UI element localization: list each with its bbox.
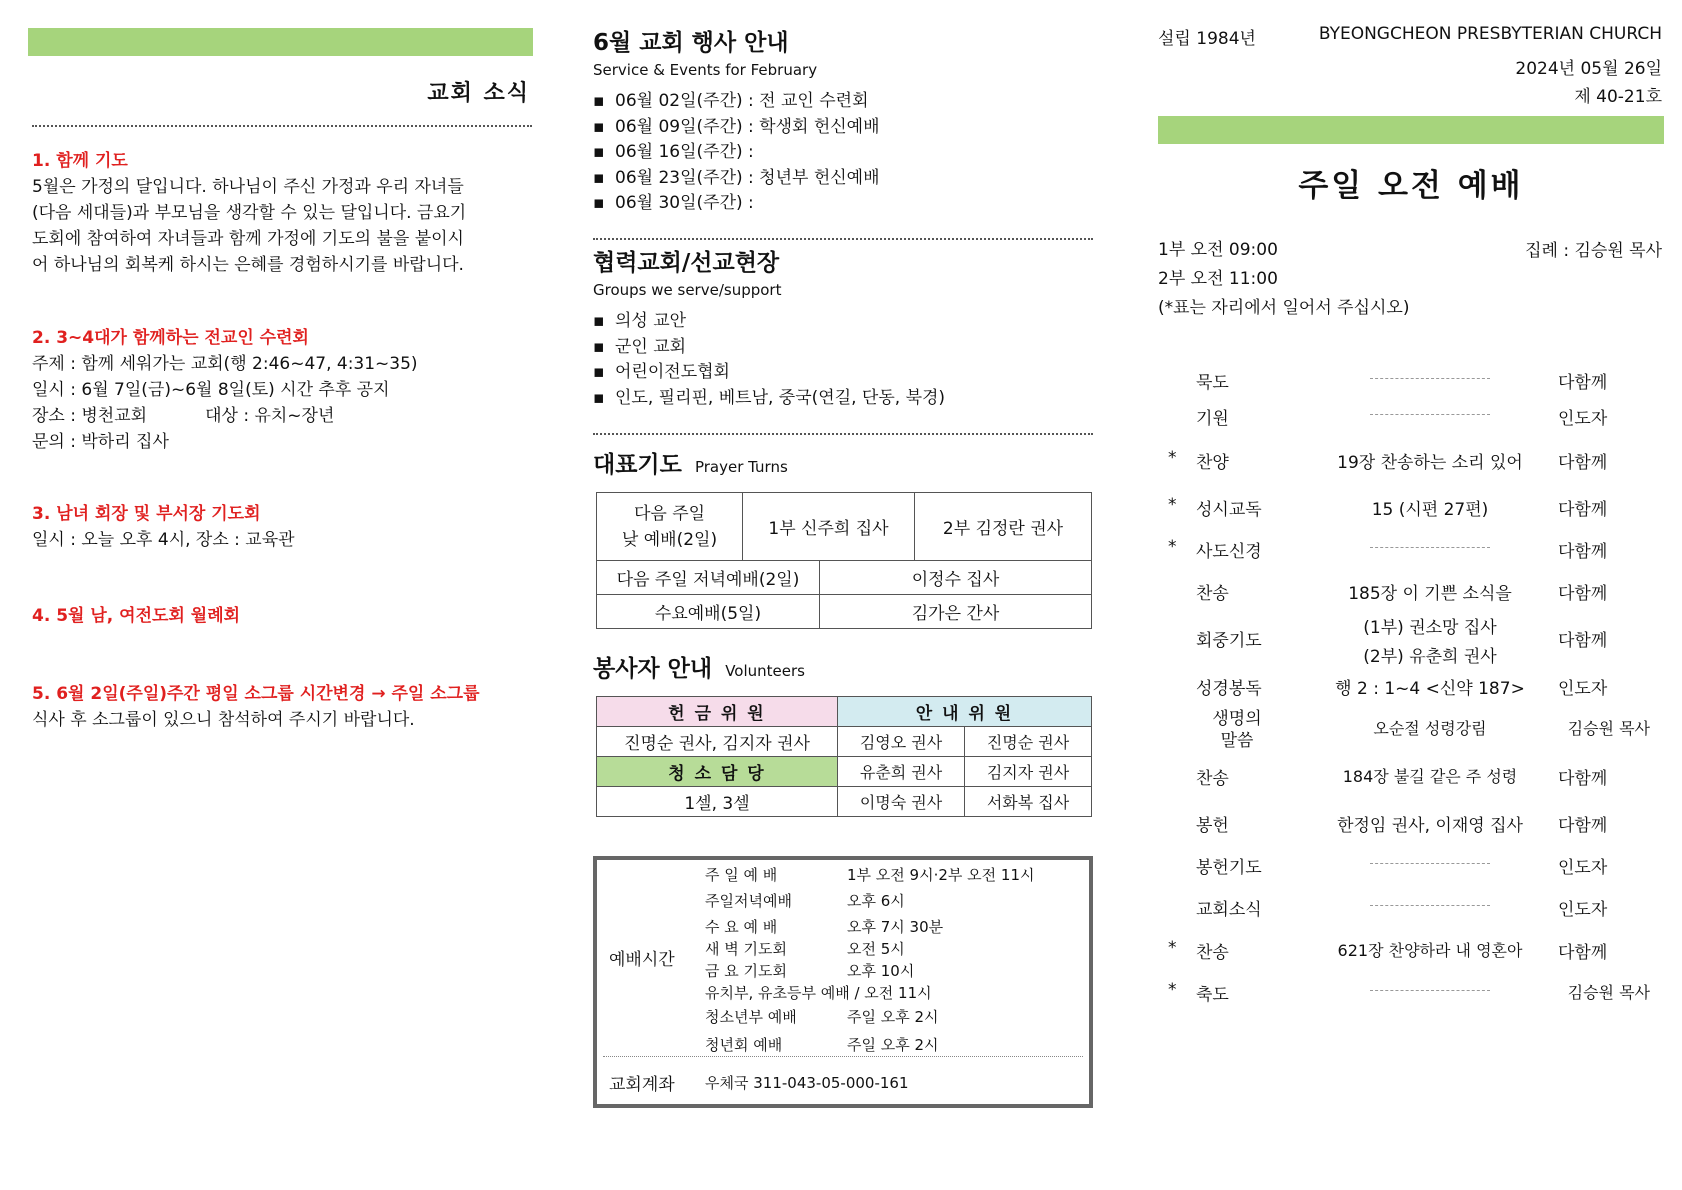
usher-name: 진명순 권사 — [965, 727, 1092, 757]
usher-name: 김영오 권사 — [838, 727, 965, 757]
usher-name: 이명숙 권사 — [838, 787, 965, 817]
order-row: 봉헌기도 인도자 — [1196, 858, 1608, 878]
events-subtitle: Service & Events for February — [593, 61, 818, 79]
divider — [32, 125, 532, 127]
news-item-1 — [32, 148, 532, 278]
news-text: 문의 : 박하리 집사 — [32, 432, 169, 452]
volunteers-table — [596, 696, 1092, 817]
news-item-2 — [32, 325, 532, 455]
news-text: 일시 : 오늘 오후 4시, 장소 : 교육관 — [32, 530, 295, 550]
prayer-evening-label: 다음 주일 저녁예배(2일) — [597, 561, 820, 595]
worship-times-box — [593, 856, 1093, 1108]
news-item-5 — [32, 681, 532, 733]
right-header-bar — [1158, 116, 1664, 144]
worship-title: 주일 오전 예배 — [1298, 168, 1524, 204]
news-heading: 3. 남녀 회장 및 부서장 기도회 — [32, 504, 261, 524]
order-row: * 사도신경 다함께 — [1168, 537, 1608, 562]
second-service-time: 2부 오전 11:00 — [1158, 269, 1278, 289]
usher-name: 김지자 권사 — [965, 757, 1092, 787]
worship-time-row: 수 요 예 배 오후 7시 30분 — [705, 918, 944, 936]
prayer-title: 대표기도 — [593, 452, 682, 478]
account-label: 교회계좌 — [609, 1075, 675, 1095]
prayer-next-sunday: 다음 주일 낮 예배(2일) — [597, 493, 743, 561]
cleaning-header: 청 소 담 당 — [597, 757, 838, 787]
news-heading: 5. 6월 2일(주일)주간 평일 소그룹 시간변경 → 주일 소그룹 — [32, 684, 480, 704]
officiant: 집례 : 김승원 목사 — [1525, 241, 1662, 261]
order-row: 기원 인도자 — [1196, 409, 1608, 429]
prayer-first-service: 1부 신주희 집사 — [743, 493, 915, 561]
news-text: 식사 후 소그룹이 있으니 참석하여 주시기 바랍니다. — [32, 710, 415, 730]
worship-time-row: 주일저녁예배 오후 6시 — [705, 892, 905, 910]
prayer-evening-name: 이정수 집사 — [820, 561, 1092, 595]
order-row: 봉헌 한정임 권사, 이재영 집사 다함께 — [1196, 816, 1608, 836]
prayer-second-service: 2부 김정란 권사 — [915, 493, 1092, 561]
founded-year: 설립 1984년 — [1158, 29, 1256, 49]
worship-time-row: 새 벽 기도회 오전 5시 — [705, 940, 905, 958]
prayer-table-2 — [596, 560, 1092, 629]
standing-note: (*표는 자리에서 일어서 주십시오) — [1158, 298, 1410, 318]
order-row: * 찬송 621장 찬양하라 내 영혼아 다함께 — [1168, 938, 1608, 963]
news-text: 5월은 가정의 달입니다. 하나님이 주신 가정과 우리 자녀들 — [32, 177, 464, 197]
usher-name: 서화복 집사 — [965, 787, 1092, 817]
volunteers-title: 봉사자 안내 — [593, 656, 713, 682]
prayer-heading — [593, 446, 788, 479]
list-item: ▪ 06월 16일(주간) : — [593, 140, 880, 166]
order-row: * 축도 김승원 목사 — [1168, 980, 1650, 1005]
news-item-3 — [32, 501, 532, 553]
church-name: BYEONGCHEON PRESBYTERIAN CHURCH — [1318, 24, 1662, 44]
worship-time-row: 금 요 기도회 오후 10시 — [705, 962, 915, 980]
divider — [603, 1056, 1083, 1057]
volunteers-subtitle: Volunteers — [725, 662, 805, 680]
news-item-4 — [32, 603, 532, 629]
left-header-bar — [28, 28, 533, 56]
divider — [593, 433, 1093, 435]
service-times — [1158, 236, 1409, 323]
news-text: 어 하나님의 회복케 하시는 은혜를 경험하시기를 바랍니다. — [32, 255, 464, 275]
order-row: 찬송 184장 불길 같은 주 성령 다함께 — [1196, 767, 1608, 789]
events-section — [593, 24, 880, 217]
offering-names: 진명순 권사, 김지자 권사 — [597, 727, 838, 757]
news-title: 교회 소식 — [427, 81, 530, 106]
bulletin-date: 2024년 05월 26일 — [1515, 59, 1662, 79]
events-title: 6월 교회 행사 안내 — [593, 30, 789, 56]
list-item: ▪ 06월 02일(주간) : 전 교인 수련회 — [593, 89, 880, 115]
events-list — [593, 89, 880, 217]
worship-time-row: 주 일 예 배 1부 오전 9시·2부 오전 11시 — [705, 866, 1035, 884]
news-text: 도회에 참여하여 자녀들과 함께 가정에 기도의 불을 붙이시 — [32, 229, 464, 249]
order-row: 생명의 말씀 오순절 성령강림 김승원 목사 — [1212, 709, 1650, 751]
prayer-table — [596, 492, 1092, 561]
order-row: * 찬양 19장 찬송하는 소리 있어 다함께 — [1168, 448, 1608, 473]
news-text: 일시 : 6월 7일(금)~6월 8일(토) 시간 추후 공지 — [32, 380, 390, 400]
usher-header: 안 내 위 원 — [838, 697, 1092, 727]
list-item: ▪ 어린이전도협회 — [593, 360, 945, 386]
news-heading: 4. 5월 남, 여전도회 월례회 — [32, 606, 241, 626]
prayer-wednesday-label: 수요예배(5일) — [597, 595, 820, 629]
news-text: 주제 : 함께 세워가는 교회(행 2:46~47, 4:31~35) — [32, 354, 418, 374]
missions-list — [593, 309, 945, 411]
issue-number: 제 40-21호 — [1574, 87, 1662, 107]
offering-header: 헌 금 위 원 — [597, 697, 838, 727]
worship-times-label: 예배시간 — [609, 950, 675, 970]
worship-time-row: 청년회 예배 주일 오후 2시 — [705, 1036, 939, 1054]
order-row: * 성시교독 15 (시편 27편) 다함께 — [1168, 495, 1608, 520]
list-item: ▪ 06월 09일(주간) : 학생회 헌신예배 — [593, 115, 880, 141]
order-row: 묵도 다함께 — [1196, 373, 1608, 393]
news-text: 장소 : 병천교회 — [32, 406, 148, 426]
missions-section — [593, 244, 945, 411]
news-heading: 1. 함께 기도 — [32, 151, 128, 171]
missions-subtitle: Groups we serve/support — [593, 281, 782, 299]
news-heading: 2. 3~4대가 함께하는 전교인 수련회 — [32, 328, 309, 348]
news-text: (다음 세대들)과 부모님을 생각할 수 있는 달입니다. 금요기 — [32, 203, 467, 223]
order-row: 회중기도 (1부) 권소망 집사 (2부) 유춘희 권사 다함께 — [1196, 618, 1608, 667]
worship-time-row: 유치부, 유초등부 예배 / 오전 11시 — [705, 984, 932, 1002]
list-item: ▪ 06월 30일(주간) : — [593, 191, 880, 217]
divider — [593, 238, 1093, 240]
news-text: 대상 : 유치~장년 — [205, 406, 335, 426]
volunteers-heading — [593, 650, 805, 683]
first-service-time: 1부 오전 09:00 — [1158, 240, 1278, 260]
list-item: ▪ 인도, 필리핀, 베트남, 중국(연길, 단동, 북경) — [593, 386, 945, 412]
order-row: 성경봉독 행 2 : 1~4 <신약 187> 인도자 — [1196, 679, 1608, 699]
usher-name: 유춘희 권사 — [838, 757, 965, 787]
list-item: ▪ 06월 23일(주간) : 청년부 헌신예배 — [593, 166, 880, 192]
order-row: 찬송 185장 이 기쁜 소식을 다함께 — [1196, 584, 1608, 604]
missions-title: 협력교회/선교현장 — [593, 250, 780, 276]
list-item: ▪ 군인 교회 — [593, 335, 945, 361]
order-row: 교회소식 인도자 — [1196, 900, 1608, 920]
prayer-subtitle: Prayer Turns — [694, 458, 788, 476]
worship-time-row: 청소년부 예배 주일 오후 2시 — [705, 1008, 939, 1026]
cleaning-names: 1셀, 3셀 — [597, 787, 838, 817]
account-number: 우체국 311-043-05-000-161 — [705, 1074, 909, 1092]
prayer-wednesday-name: 김가은 간사 — [820, 595, 1092, 629]
list-item: ▪ 의성 교안 — [593, 309, 945, 335]
